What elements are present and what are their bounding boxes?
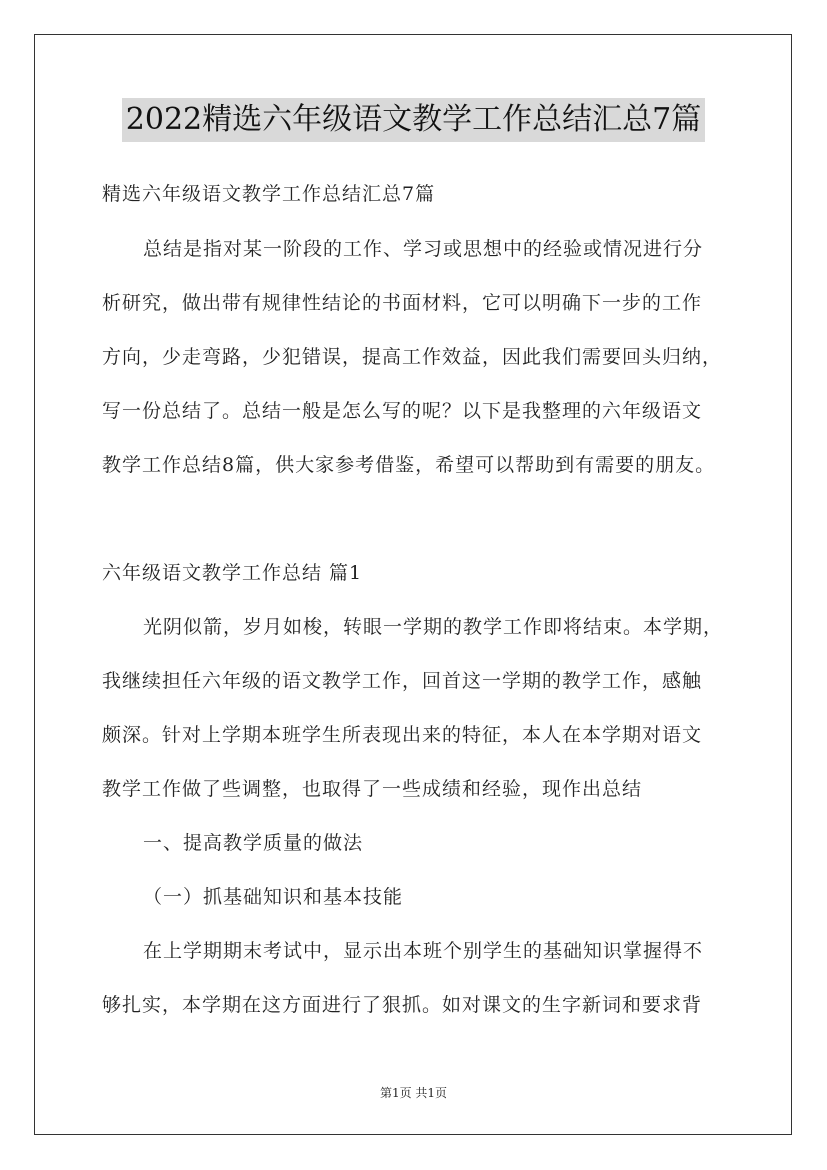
paragraph-line: 颇深。针对上学期本班学生所表现出来的特征，本人在本学期对语文 (102, 724, 703, 746)
paragraph-line: 析研究，做出带有规律性结论的书面材料，它可以明确下一步的工作 (102, 292, 703, 314)
paragraph-line: 方向，少走弯路，少犯错误，提高工作效益，因此我们需要回头归纳， (102, 346, 723, 368)
paragraph-line: 总结是指对某一阶段的工作、学习或思想中的经验或情况进行分 (143, 238, 704, 260)
paragraph-line: 够扎实，本学期在这方面进行了狠抓。如对课文的生字新词和要求背 (102, 994, 703, 1016)
paragraph-line: 教学工作做了些调整，也取得了一些成绩和经验，现作出总结 (102, 778, 643, 800)
paragraph-line: 我继续担任六年级的语文教学工作，回首这一学期的教学工作，感触 (102, 670, 703, 692)
paragraph-line: 在上学期期末考试中，显示出本班个别学生的基础知识掌握得不 (143, 940, 704, 962)
subheading-line: 一、提高教学质量的做法 (143, 832, 364, 854)
section-heading: 六年级语文教学工作总结 篇1 (102, 562, 363, 584)
paragraph-line: 教学工作总结8篇，供大家参考借鉴，希望可以帮助到有需要的朋友。 (102, 454, 716, 476)
document-title: 2022精选六年级语文教学工作总结汇总7篇 (122, 98, 705, 142)
subheading-line: （一）抓基础知识和基本技能 (143, 886, 404, 908)
paragraph-line: 光阴似箭，岁月如梭，转眼一学期的教学工作即将结束。本学期， (143, 616, 724, 638)
page-footer: 第1页 共1页 (379, 1086, 448, 1100)
subtitle-line: 精选六年级语文教学工作总结汇总7篇 (102, 183, 436, 205)
title-wrapper (0, 98, 827, 142)
paragraph-line: 写一份总结了。总结一般是怎么写的呢？以下是我整理的六年级语文 (102, 400, 703, 422)
